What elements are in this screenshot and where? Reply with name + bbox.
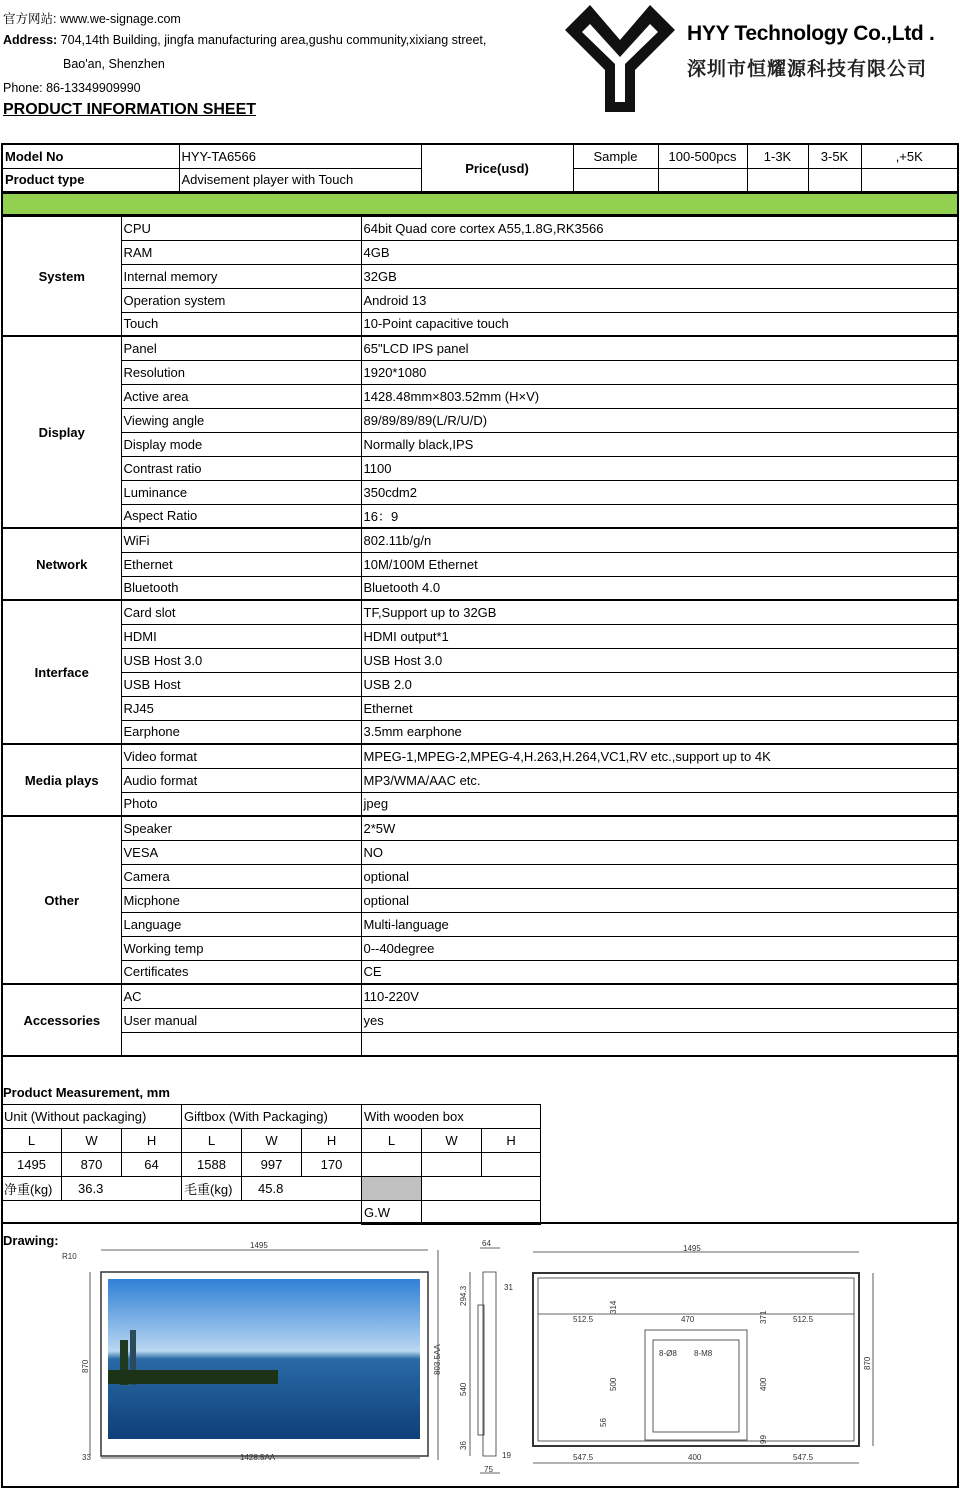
- spec-label: USB Host 3.0: [121, 648, 361, 672]
- spec-label: Working temp: [121, 936, 361, 960]
- spec-table: [1, 215, 959, 1057]
- spec-row: [2, 888, 958, 912]
- address-line2: Bao'an, Shenzhen: [63, 57, 165, 71]
- type-value: Advisement player with Touch: [179, 168, 421, 192]
- spec-value: NO: [361, 840, 958, 864]
- spec-row: [2, 720, 958, 744]
- spec-row: [2, 552, 958, 576]
- spec-row: [2, 936, 958, 960]
- price-tier: 3-5K: [808, 144, 861, 168]
- section-divider-green: [1, 192, 959, 216]
- spec-value: [361, 1032, 958, 1056]
- spec-label: VESA: [121, 840, 361, 864]
- spec-label: Video format: [121, 744, 361, 768]
- net-weight-value: 36.3: [62, 1177, 182, 1201]
- price-tier: Sample: [573, 144, 658, 168]
- spec-row: [2, 480, 958, 504]
- dim-371: 371: [759, 1310, 768, 1324]
- dim-back-height: 870: [863, 1356, 872, 1370]
- screw-label: 8-M8: [694, 1349, 713, 1358]
- dim-border: 33: [82, 1453, 91, 1462]
- spec-value: 32GB: [361, 264, 958, 288]
- spec-row: [2, 384, 958, 408]
- spec-category: Display: [2, 336, 121, 528]
- spec-value: 1920*1080: [361, 360, 958, 384]
- spec-label: Panel: [121, 336, 361, 360]
- price-value: [808, 168, 861, 192]
- dim-500: 500: [609, 1377, 618, 1391]
- spec-row: [2, 792, 958, 816]
- spec-row: [2, 744, 958, 768]
- spec-value: 350cdm2: [361, 480, 958, 504]
- dim-400-v: 400: [759, 1377, 768, 1391]
- spec-value: 3.5mm earphone: [361, 720, 958, 744]
- company-logo: [560, 2, 680, 114]
- address-label: Address:: [3, 33, 58, 47]
- spec-value: 89/89/89/89(L/R/U/D): [361, 408, 958, 432]
- dim-back-width: 1495: [683, 1244, 701, 1253]
- dim-547-right: 547.5: [793, 1453, 814, 1462]
- spec-row: [2, 432, 958, 456]
- spec-row: [2, 1032, 958, 1056]
- empty-cell: [422, 1201, 541, 1225]
- empty-cell: [2, 1201, 362, 1225]
- spec-row: [2, 768, 958, 792]
- dim-470: 470: [681, 1315, 695, 1324]
- price-value: [658, 168, 747, 192]
- spec-label: HDMI: [121, 624, 361, 648]
- spec-label: Photo: [121, 792, 361, 816]
- spec-label: Card slot: [121, 600, 361, 624]
- spec-value: TF,Support up to 32GB: [361, 600, 958, 624]
- spec-value: 10-Point capacitive touch: [361, 312, 958, 336]
- spec-row: [2, 864, 958, 888]
- spec-label: USB Host: [121, 672, 361, 696]
- dim-314: 314: [609, 1300, 618, 1314]
- company-name-cn: 深圳市恒耀源科技有限公司: [687, 59, 928, 80]
- dimension-value: [362, 1153, 422, 1177]
- gross-weight-value: 45.8: [242, 1177, 362, 1201]
- dim-294: 294.3: [459, 1285, 468, 1306]
- spec-value: Normally black,IPS: [361, 432, 958, 456]
- spec-value: CE: [361, 960, 958, 984]
- dimension-header: H: [482, 1129, 541, 1153]
- spec-row: [2, 240, 958, 264]
- spec-category: Other: [2, 816, 121, 984]
- empty-cell: [422, 1177, 541, 1201]
- price-value: [747, 168, 808, 192]
- dim-aa-height: 803.5AA: [433, 1344, 442, 1375]
- type-label: Product type: [2, 168, 179, 192]
- spec-label: RJ45: [121, 696, 361, 720]
- dimension-value: 870: [62, 1153, 122, 1177]
- spec-label: RAM: [121, 240, 361, 264]
- spec-label: Aspect Ratio: [121, 504, 361, 528]
- spec-label: Touch: [121, 312, 361, 336]
- phone: Phone: 86-13349909990: [3, 81, 141, 95]
- spec-value: HDMI output*1: [361, 624, 958, 648]
- spec-value: 64bit Quad core cortex A55,1.8G,RK3566: [361, 216, 958, 240]
- dimension-value: 64: [122, 1153, 182, 1177]
- spec-label: Speaker: [121, 816, 361, 840]
- spec-row: [2, 456, 958, 480]
- measurement-title: Product Measurement, mm: [3, 1085, 170, 1100]
- spec-row: [2, 984, 958, 1008]
- spec-value: optional: [361, 864, 958, 888]
- dimension-header: L: [362, 1129, 422, 1153]
- dimension-value: 1588: [182, 1153, 242, 1177]
- spec-label: CPU: [121, 216, 361, 240]
- spec-label: Certificates: [121, 960, 361, 984]
- spec-row: [2, 648, 958, 672]
- spec-category: System: [2, 216, 121, 336]
- gross-weight-label-cn: 毛重(kg): [182, 1177, 242, 1201]
- side-view: [470, 1248, 500, 1473]
- spec-value: 0--40degree: [361, 936, 958, 960]
- spec-value: 110-220V: [361, 984, 958, 1008]
- website-label: 官方网站:: [3, 12, 57, 26]
- price-value: [573, 168, 658, 192]
- dimension-value: [422, 1153, 482, 1177]
- spec-label: WiFi: [121, 528, 361, 552]
- spec-row: [2, 672, 958, 696]
- gray-cell: [362, 1177, 422, 1201]
- dimension-header: H: [122, 1129, 182, 1153]
- spec-value: USB 2.0: [361, 672, 958, 696]
- spec-value: 1100: [361, 456, 958, 480]
- spec-row: [2, 816, 958, 840]
- dim-547-left: 547.5: [573, 1453, 594, 1462]
- price-value: [861, 168, 958, 192]
- spec-category: Interface: [2, 600, 121, 744]
- spec-row: [2, 216, 958, 240]
- spec-value: 1428.48mm×803.52mm (H×V): [361, 384, 958, 408]
- address-line: [3, 33, 486, 47]
- spec-category: Media plays: [2, 744, 121, 816]
- spec-row: [2, 576, 958, 600]
- spec-value: Bluetooth 4.0: [361, 576, 958, 600]
- spec-row: [2, 288, 958, 312]
- dimension-value: 1495: [2, 1153, 62, 1177]
- spec-row: [2, 408, 958, 432]
- dim-540: 540: [459, 1382, 468, 1396]
- spec-row: [2, 624, 958, 648]
- spec-label: Resolution: [121, 360, 361, 384]
- spec-value: optional: [361, 888, 958, 912]
- dimension-header: W: [422, 1129, 482, 1153]
- website-line: [3, 9, 181, 27]
- dim-512-right: 512.5: [793, 1315, 814, 1324]
- spec-label: Active area: [121, 384, 361, 408]
- dim-aa-width: 1428.5AA: [240, 1453, 276, 1462]
- spec-row: [2, 696, 958, 720]
- dimension-header: L: [2, 1129, 62, 1153]
- address-text: 704,14th Building, jingfa manufacturing area,gushu community,xixiang street,: [60, 33, 487, 47]
- spec-row: [2, 960, 958, 984]
- spec-value: jpeg: [361, 792, 958, 816]
- spec-row: [2, 312, 958, 336]
- spec-category: Network: [2, 528, 121, 600]
- spec-label: Ethernet: [121, 552, 361, 576]
- spec-row: [2, 528, 958, 552]
- spec-label: Luminance: [121, 480, 361, 504]
- dim-19: 19: [502, 1451, 511, 1460]
- price-tier: 100-500pcs: [658, 144, 747, 168]
- spec-value: Multi-language: [361, 912, 958, 936]
- dim-512-left: 512.5: [573, 1315, 594, 1324]
- drawing-label: Drawing:: [3, 1233, 59, 1248]
- spec-row: [2, 360, 958, 384]
- spec-row: [2, 912, 958, 936]
- dimension-value: 997: [242, 1153, 302, 1177]
- spec-row: [2, 336, 958, 360]
- measurement-table: [1, 1104, 541, 1225]
- price-tier: 1-3K: [747, 144, 808, 168]
- spec-row: [2, 600, 958, 624]
- spec-value: USB Host 3.0: [361, 648, 958, 672]
- spec-category: Accessories: [2, 984, 121, 1056]
- technical-drawing: [0, 1230, 960, 1488]
- price-label: Price(usd): [421, 144, 573, 192]
- dim-75: 75: [484, 1465, 493, 1474]
- spec-value: Ethernet: [361, 696, 958, 720]
- model-value: HYY-TA6566: [179, 144, 421, 168]
- spec-value: MP3/WMA/AAC etc.: [361, 768, 958, 792]
- spec-label: User manual: [121, 1008, 361, 1032]
- dimension-header: W: [62, 1129, 122, 1153]
- spec-value: 10M/100M Ethernet: [361, 552, 958, 576]
- company-name: HYY Technology Co.,Ltd .: [687, 22, 935, 45]
- spec-value: MPEG-1,MPEG-2,MPEG-4,H.263,H.264,VC1,RV etc.,support up to 4K: [361, 744, 958, 768]
- net-weight-label: 净重(kg): [2, 1177, 62, 1201]
- spec-value: Android 13: [361, 288, 958, 312]
- spec-value: 802.11b/g/n: [361, 528, 958, 552]
- spec-label: Bluetooth: [121, 576, 361, 600]
- screen-image: [108, 1279, 420, 1439]
- group-wooden: With wooden box: [362, 1105, 541, 1129]
- dimension-header: H: [302, 1129, 362, 1153]
- dim-56: 56: [599, 1418, 608, 1427]
- model-label: Model No: [2, 144, 179, 168]
- spec-label: Contrast ratio: [121, 456, 361, 480]
- gw-label: G.W: [362, 1201, 422, 1225]
- spec-value: 4GB: [361, 240, 958, 264]
- price-tier: ,+5K: [861, 144, 958, 168]
- spec-row: [2, 840, 958, 864]
- dimension-value: 170: [302, 1153, 362, 1177]
- dimension-header: L: [182, 1129, 242, 1153]
- product-info-table: [1, 143, 959, 193]
- spec-label: Camera: [121, 864, 361, 888]
- spec-label: [121, 1032, 361, 1056]
- dim-400-h: 400: [688, 1453, 702, 1462]
- dim-99: 99: [759, 1435, 768, 1444]
- spec-label: Audio format: [121, 768, 361, 792]
- dimension-header: W: [242, 1129, 302, 1153]
- dimension-value: [482, 1153, 541, 1177]
- spec-value: 16：9: [361, 504, 958, 528]
- dim-36: 36: [459, 1441, 468, 1450]
- spec-label: AC: [121, 984, 361, 1008]
- spec-label: Earphone: [121, 720, 361, 744]
- spec-value: yes: [361, 1008, 958, 1032]
- dim-radius: R10: [62, 1252, 77, 1261]
- dim-depth: 64: [482, 1239, 491, 1248]
- spec-row: [2, 1008, 958, 1032]
- spec-label: Viewing angle: [121, 408, 361, 432]
- spec-label: Operation system: [121, 288, 361, 312]
- spec-value: 65"LCD IPS panel: [361, 336, 958, 360]
- hole-label: 8-Ø8: [659, 1349, 677, 1358]
- group-giftbox: Giftbox (With Packaging): [182, 1105, 362, 1129]
- spec-row: [2, 504, 958, 528]
- spec-label: Language: [121, 912, 361, 936]
- spec-value: 2*5W: [361, 816, 958, 840]
- spec-label: Display mode: [121, 432, 361, 456]
- spec-row: [2, 264, 958, 288]
- website-link[interactable]: www.we-signage.com: [59, 12, 181, 26]
- dim-width: 1495: [250, 1241, 268, 1250]
- front-view: [90, 1250, 438, 1460]
- page-title: PRODUCT INFORMATION SHEET: [3, 101, 257, 118]
- dim-31: 31: [504, 1283, 513, 1292]
- group-unit: Unit (Without packaging): [2, 1105, 182, 1129]
- dim-height: 870: [81, 1359, 90, 1373]
- spec-label: Internal memory: [121, 264, 361, 288]
- spec-label: Micphone: [121, 888, 361, 912]
